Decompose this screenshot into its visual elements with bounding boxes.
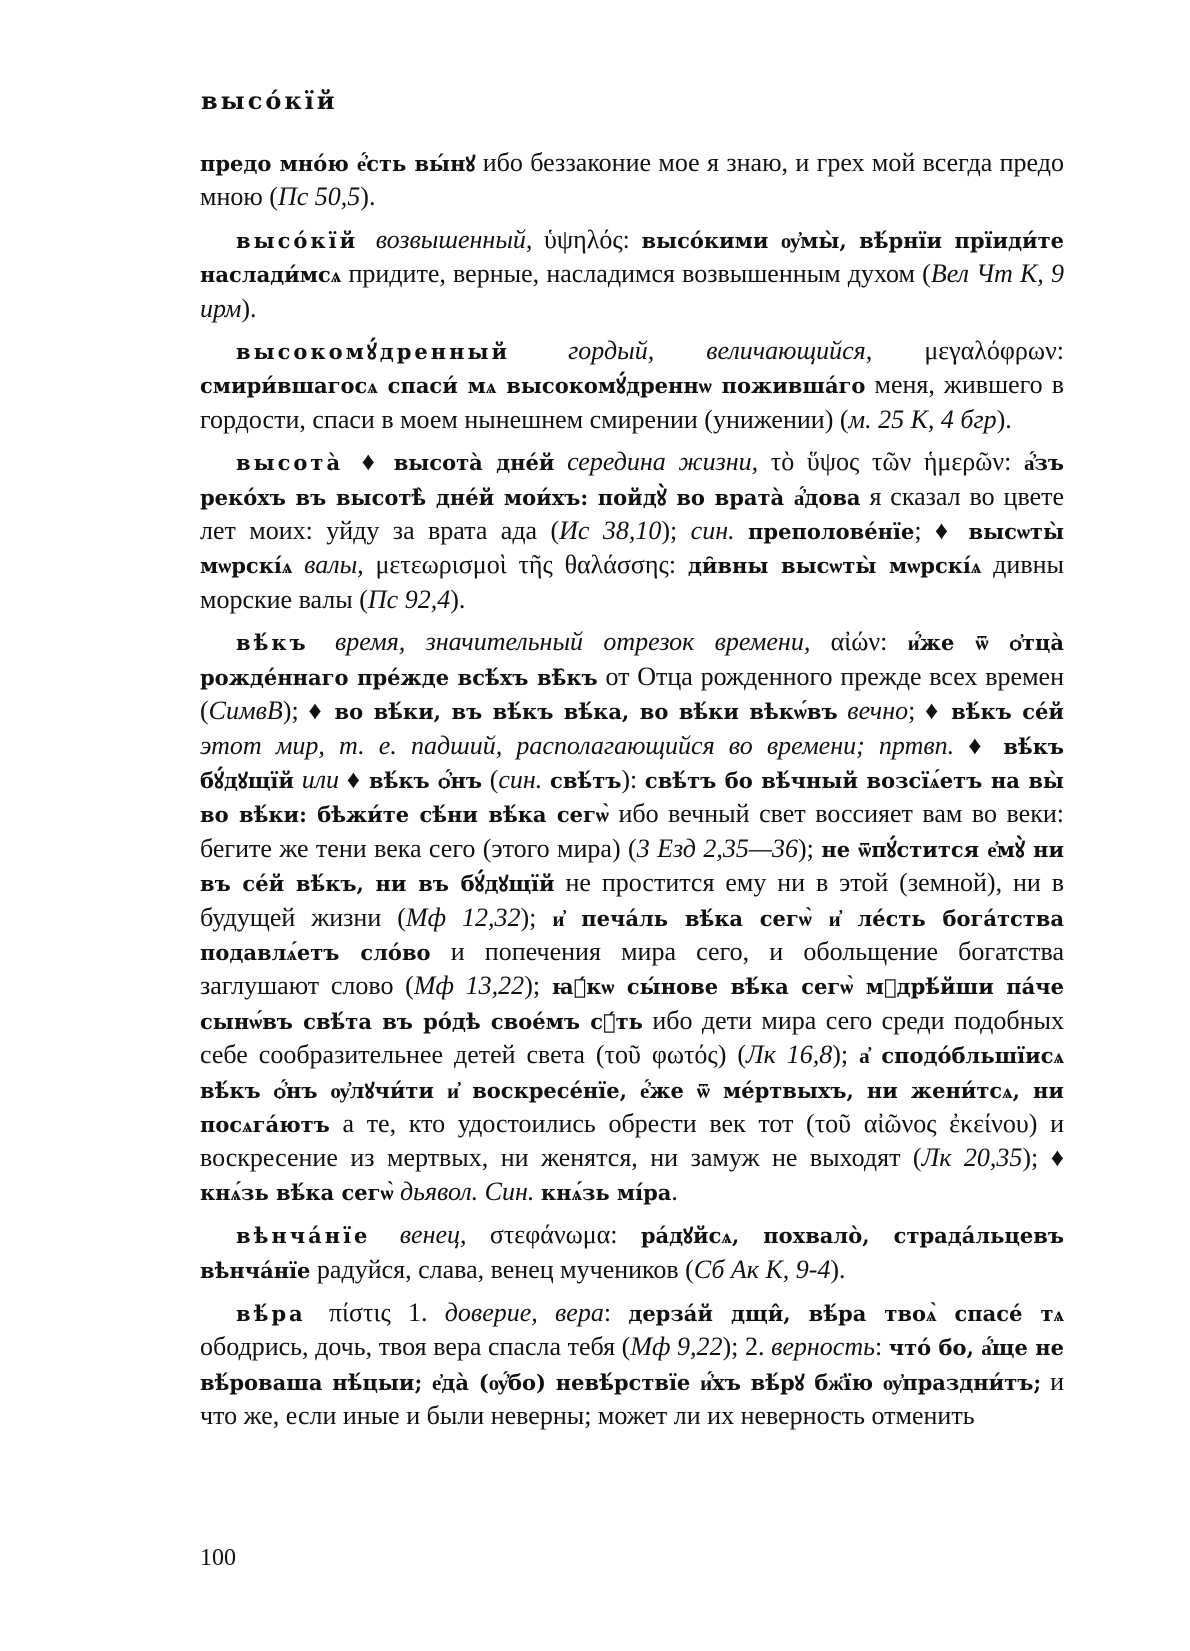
reference: Пс 92,4 [367, 584, 451, 614]
greek-equivalent: τοῦ αἰῶνος ἐκείνου [814, 1108, 1029, 1138]
church-slavonic-quote: ди̑вны высѡты̀ мѡрскі́ѧ [687, 553, 982, 579]
greek-equivalent: αἰών [830, 627, 881, 657]
text-fragment: ). [241, 293, 257, 323]
synonym-word: свѣ́тъ [550, 767, 622, 793]
entry-vysokiy [200, 223, 1064, 325]
entry-vek [200, 625, 1064, 1209]
sense-number: 1. [390, 1298, 445, 1327]
text-fragment: ); [832, 1040, 860, 1070]
headword: высо́кїй [236, 227, 359, 253]
entry-vysokomudrenny [200, 334, 1064, 436]
text-fragment: . [671, 1176, 678, 1206]
greek-equivalent: μεγαλόφρων [924, 336, 1057, 366]
text-column [200, 146, 1064, 1442]
text-fragment: : [668, 550, 688, 580]
translation-text: меня, жившего в гордости, спаси в моем нынешнем смирении (унижении) ( [200, 370, 1064, 434]
text-fragment: : [880, 627, 908, 657]
church-slavonic-quote: что́ бо, а҆́ще не вѣ́роваша нѣ́цыи; е҆да̀ (ѹ҆́бо) невѣ́рствїе и҆́хъ вѣ́рꙋ бж҃їю ѹ҆праздни́тъ; [200, 1335, 1064, 1395]
church-slavonic-quote: и҆ печа́ль вѣ́ка сегѡ̀ и҆ ле́сть бога́тства подавлѧ́етъ сло́во [200, 905, 1064, 965]
translation-text: и попечения мира сего, и обольщение богатства заглушают слово ( [200, 936, 1064, 1001]
definition: валы, [292, 550, 376, 580]
page-number: 100 [200, 1545, 236, 1571]
text-fragment: ) ( [717, 1040, 746, 1070]
church-slavonic-quote: не ѿпꙋ́стится е҆мꙋ̀ ни въ се́й вѣ́къ, ни въ бꙋ́дꙋщїй [200, 836, 1065, 897]
text-fragment: ). [450, 584, 466, 614]
definition: вечно [837, 696, 909, 726]
translation-text: а те, кто удостоились обрести век тот ( [329, 1108, 815, 1138]
translation-text: ) и воскресение из мертвых, ни женятся, ни замуж не выходят ( [200, 1108, 1065, 1173]
text-fragment: : [622, 224, 642, 254]
text-fragment: : [1056, 336, 1064, 366]
text-fragment: : [603, 1298, 629, 1327]
text-fragment: ( [481, 764, 499, 794]
reference: Пс 50,5 [277, 182, 361, 212]
translation-text: придите, верные, насладимся возвышенным духом ( [341, 259, 931, 289]
abbreviation: пртвп. [878, 730, 955, 760]
translation-text: ободрись, дочь, твоя вера спасла тебя ( [200, 1332, 631, 1362]
translation-text: и что же, если иные и были неверны; может ли их неверность отменить [200, 1366, 1064, 1431]
text-fragment: ♦ [339, 764, 370, 794]
headword: вѣ́ра [236, 1301, 306, 1326]
church-slavonic-quote: ꙗ҆́кѡ сы́нове вѣ́ка сегѡ̀ мꙋдрѣ́йши па́че сынѡ́въ свѣ́та въ ро́дѣ свое́мъ сꙋ́ть [200, 974, 1065, 1034]
translation-text: не простится ему ни в этой (земной), ни в будущей жизни ( [200, 868, 1064, 932]
headword: вѣнча́нїе [236, 1223, 371, 1249]
definition: верность [771, 1332, 875, 1362]
text-fragment: : [874, 1332, 889, 1362]
text-fragment: ); [520, 902, 553, 932]
headword: вѣ́къ [236, 630, 309, 656]
text-fragment [735, 516, 748, 545]
text-fragment: ); [798, 833, 822, 863]
church-slavonic-quote: а҆ сподо́бльшїисѧ вѣ́къ ѻ҆́нъ ѹ҆лꙋчи́ти и҆ воскресе́нїе, е҆́же ѿ ме́ртвыхъ, ни жени́тсѧ, ни посѧга́ютъ [200, 1043, 1064, 1137]
reference: Мф 9,22 [630, 1332, 723, 1362]
reference: Лк 16,8 [745, 1040, 833, 1070]
definition: возвышенный, [364, 224, 544, 254]
church-slavonic-quote: свѣ́тъ бо вѣ́чный возсїѧ́етъ на вы̀ во вѣ́ки: бѣжи́те сѣ́ни вѣ́ка сегѡ̀ [200, 767, 1064, 828]
church-slavonic-quote: высо́кими ѹ҆мы̀, вѣ́рнїи прїиди́те наслади́мсѧ [200, 227, 1064, 288]
definition: венец, [376, 1220, 490, 1250]
church-slavonic-phrase: высѡты̀ мѡрскі́ѧ [200, 519, 1064, 579]
headword: высокомꙋ́дренный [236, 339, 511, 365]
reference: 3 Езд 2,35—36 [636, 833, 799, 863]
definition: этот мир, т. е. падший, располагающийся во времени; [200, 730, 879, 760]
greek-equivalent: πίστις [311, 1298, 391, 1327]
translation-text: я сказал во цвете лет моих: уйду за врата ада ( [200, 481, 1065, 546]
entry-venchanie [200, 1218, 1064, 1287]
greek-equivalent: μετεωρισμοὶ τῆς θαλάσσης [375, 550, 669, 580]
reference: Мф 13,22 [413, 971, 525, 1001]
reference: Сб Ак К, 9-4 [693, 1254, 831, 1284]
text-fragment: ; ♦ [914, 516, 969, 546]
translation-text: радуйся, слава, венец мучеников ( [310, 1254, 694, 1284]
church-slavonic-phrase: вѣ́къ ѻ҆́нъ [369, 767, 482, 793]
definition: гордый, величающийся, [516, 336, 925, 366]
church-slavonic-phrase: высота̀ дне́й [393, 450, 555, 476]
text-fragment: ); ♦ [282, 696, 335, 726]
entry-vera [200, 1296, 1064, 1433]
text-fragment: ). [996, 404, 1012, 434]
running-head: высо́кїй [201, 86, 338, 115]
text-fragment: : [1004, 447, 1024, 477]
reference: Мф 12,32 [405, 902, 521, 932]
reference: СимвВ [208, 696, 283, 726]
definition: доверие, вера [444, 1298, 604, 1327]
reference: м. 25 К, 4 бгр [848, 404, 997, 434]
synonym-word: кнѧ́зь мі́ра [540, 1179, 672, 1205]
synonym-label: син. [498, 764, 543, 794]
text-fragment: ; ♦ [908, 696, 952, 726]
text-fragment: ♦ [349, 447, 394, 477]
text-fragment [542, 765, 550, 794]
translation-text: ибо дети мира сего среди подобных себе сообразительнее детей света ( [200, 1005, 1064, 1070]
text-fragment: ); [524, 971, 552, 1001]
sense-number: ); 2. [722, 1332, 772, 1362]
translation-text: ибо вечный свет воссияет вам во веки: бегите же тени века сего (этого мира) ( [200, 799, 1064, 863]
church-slavonic-phrase: во вѣ́ки, въ вѣ́къ вѣ́ка, во вѣ́ки вѣкѡ́въ [334, 699, 838, 725]
definition: дьявол. [393, 1176, 485, 1206]
greek-equivalent: τοῦ φωτός [604, 1040, 718, 1070]
definition: или [293, 764, 340, 794]
synonym-word: преполове́нїе [748, 519, 915, 545]
church-slavonic-quote: и҆́же ѿ ѻ҆тца̀ рожде́ннаго пре́жде всѣ́хъ вѣ̑къ [200, 630, 1064, 690]
text-fragment: ). [830, 1254, 846, 1284]
greek-equivalent: στεφάνωμα [489, 1220, 611, 1250]
text-fragment: ). [360, 182, 376, 212]
church-slavonic-quote: дерза́й дщи̂, вѣ́ра твоѧ̀ спасе́ тѧ [628, 1301, 1064, 1326]
greek-equivalent: τὸ ὕψος τῶν ἡμερῶν [770, 447, 1005, 477]
church-slavonic-quote: а҆́зъ реко́хъ въ высотѣ̀ дне́й мои́хъ: пойдꙋ̀ во врата̀ а҆́дова [200, 450, 1064, 510]
headword: высота̀ [236, 450, 344, 476]
continuation-paragraph [200, 146, 1064, 214]
abbreviation: Син. [484, 1176, 535, 1206]
text-fragment: : [610, 1220, 641, 1250]
text-fragment: ): [621, 764, 645, 794]
church-slavonic-phrase: вѣ́къ се́й [951, 699, 1064, 725]
text-fragment: ); [661, 516, 691, 546]
translation-text: от Отца рожденного прежде всех времен ( [200, 661, 1064, 726]
church-slavonic-phrase: кнѧ́зь вѣ́ка сегѡ̀ [200, 1179, 394, 1205]
translation-text: дивны морские валы ( [200, 550, 1064, 614]
definition: время, значительный отрезок времени, [314, 627, 831, 657]
translation-text: ибо беззаконие мое я знаю, и грех мой всегда предо мною ( [200, 148, 1064, 212]
text-fragment: ); ♦ [1022, 1143, 1064, 1173]
greek-equivalent: ὑψηλός [544, 224, 623, 254]
reference: Вел Чт К, 9 ирм [200, 259, 1064, 323]
church-slavonic-quote: ра́дꙋйсѧ, похвало̀, страда́льцевъ вѣнча́нїе [200, 1223, 1064, 1283]
definition: середина жизни, [554, 447, 771, 477]
reference: Лк 20,35 [921, 1143, 1023, 1173]
entry-vysota [200, 445, 1064, 616]
text-fragment: ♦ [954, 730, 1004, 760]
church-slavonic-phrase: вѣ́къ бꙋ́дꙋщїй [200, 733, 1064, 793]
synonym-label: син. [690, 516, 735, 546]
reference: Ис 38,10 [559, 516, 662, 546]
church-slavonic-quote: предо мно́ю е҆́сть вы́нꙋ [200, 151, 476, 176]
church-slavonic-quote: смири́вшагосѧ спаси́ мѧ высокомꙋ́дреннѡ поживша́го [200, 373, 866, 399]
